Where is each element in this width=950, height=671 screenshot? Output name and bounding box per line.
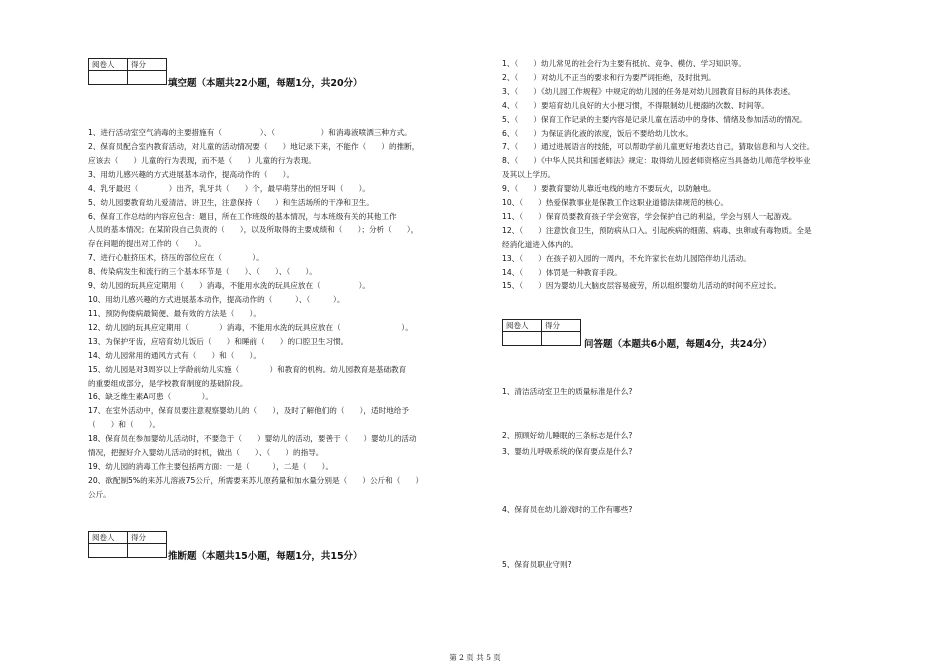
question-line: 5、保育员职业守则? [502, 560, 572, 569]
question-line: 存在问题的提出对工作的（ ）。 [88, 239, 206, 249]
question-line: 14、幼儿园常用的通风方式有（ ）和（ ）。 [88, 350, 261, 360]
question-line: 1、（ ）幼儿常见的社会行为主要有抵抗、竞争、模仿、学习知识等。 [502, 59, 747, 68]
question-line: 12、幼儿园的玩具应定期用（ ）消毒，不能用水洗的玩具应放在（ ）。 [88, 322, 413, 332]
question-line: 及其以上学历。 [502, 170, 556, 180]
question-line: 2、保育员配合室内教育活动，对儿童的活动情况要（ ）地记录下来，不能作（ ）的推断， [88, 141, 420, 151]
fill-section-title: 填空题（本题共22小题，每题1分，共20分） [168, 78, 363, 89]
reviewer-label: 阅卷人 [503, 320, 542, 332]
judge-section-title: 推断题（本题共15小题，每题1分，共15分） [168, 551, 363, 562]
question-line: 15、幼儿园是对3周岁以上学龄前幼儿实施（ ）和教育的机构。幼儿园教育是基础教育 [88, 364, 407, 374]
question-line: 10、用幼儿感兴趣的方式进展基本动作，提高动作的（ ）、（ ）。 [88, 295, 345, 305]
question-line: 18、保育员在参加婴幼儿活动时，不要急于（ ）婴幼儿的活动，要善于（ ）婴幼儿的活动 [88, 434, 417, 444]
question-line: 8、传染病发生和流行的三个基本环节是（ ）、（ ）、（ ）。 [88, 267, 317, 277]
question-line: 4、乳牙最迟（ ）出齐，乳牙共（ ）个，最早萌芽出的恒牙叫（ ）。 [88, 183, 370, 193]
question-line: 9、（ ）要教育婴幼儿靠近电线的地方不要玩火，以防触电。 [502, 184, 716, 194]
question-line: 7、进行心脏挤压术，挤压的部位应在（ ）。 [88, 253, 264, 263]
question-line: 应该去（ ）儿童的行为表现，而不是（ ）儿童的行为表现。 [88, 155, 316, 165]
question-line: 12、（ ）注意饮食卫生，预防病从口入。引起疾病的细菌、病毒、虫卵或有毒物质。全是 [502, 225, 812, 235]
question-line: 13、为保护牙齿，应培育幼儿饭后（ ）和睡前（ ）的口腔卫生习惯。 [88, 336, 349, 346]
qa-section-title: 问答题（本题共6小题，每题4分，共24分） [584, 339, 772, 350]
score-label: 得分 [542, 320, 581, 332]
score-box-judge [88, 531, 167, 558]
question-line: 4、保育员在幼儿游戏时的工作有哪些? [502, 505, 633, 514]
question-line: 17、在室外活动中，保育员要注意观察婴幼儿的（ ），及时了解他们的（ ），适时地给予 [88, 406, 409, 416]
question-line: 6、保育工作总结的内容应包含：题目，所在工作班级的基本情况，与本班级有关的其他工作 [88, 211, 397, 221]
question-line: 3、婴幼儿呼吸系统的保育要点是什么? [502, 447, 633, 456]
question-line: （ ）和（ ）。 [88, 420, 161, 430]
question-line: 8、（ ）《中华人民共和国老师法》规定：取得幼儿园老师资格应当具备幼儿师范学校毕业 [502, 156, 811, 166]
question-line: 19、幼儿园的消毒工作主要包括两方面：一是（ ），二是（ ）。 [88, 462, 334, 472]
question-line: 1、进行活动室空气消毒的主要措施有（ ）、（ ）和消毒液喷洒三种方式。 [88, 128, 412, 137]
question-line: 2、（ ）对幼儿不正当的要求和行为要严词拒绝，及时批判。 [502, 72, 716, 82]
question-line: 6、（ ）为保证消化液的浓度，饭后不要给幼儿饮水。 [502, 128, 693, 138]
question-line: 公斤。 [88, 489, 111, 499]
question-line: 9、幼儿园的玩具应定期用（ ）消毒，不能用水洗的玩具应放在（ ）。 [88, 281, 370, 291]
reviewer-label: 阅卷人 [89, 532, 128, 544]
question-line: 16、缺乏维生素A可患（ ）。 [88, 392, 213, 402]
question-line: 3、用幼儿感兴趣的方式进展基本动作，提高动作的（ ）。 [88, 169, 295, 179]
score-box-fill [88, 58, 167, 85]
score-box-qa [502, 319, 581, 346]
reviewer-label: 阅卷人 [89, 59, 128, 71]
question-line: 11、（ ）保育员要教育孩子学会宽容，学会保护自己的利益，学会与别人一起游戏。 [502, 211, 797, 221]
question-line: 7、（ ）通过进展语言的技能，可以帮助学前儿童更好地表达自己，猜取信息和与人交往。 [502, 142, 815, 152]
question-line: 人员的基本情况；在某阶段自己负责的（ ），以及所取得的主要成绩和（ ）；分析（ ）， [88, 225, 419, 235]
question-line: 1、清洁活动室卫生的质量标准是什么? [502, 387, 633, 396]
question-line: 2、照顾好幼儿睡眠的三条标志是什么? [502, 431, 633, 440]
page-footer: 第 2 页 共 5 页 [449, 653, 501, 662]
question-line: 10、（ ）热爱保教事业是保教工作这职业道德法律规范的核心。 [502, 198, 729, 207]
question-line: 15、（ ）因为婴幼儿大脑皮层容易疲劳，所以组织婴幼儿活动的时间不应过长。 [502, 281, 782, 291]
question-line: 情况，把握好介入婴幼儿活动的时机，做出（ ）、（ ）的指导。 [88, 448, 324, 458]
question-line: 20、欲配制5%的来苏儿溶液75公斤，所需要来苏儿原药量和加水量分别是（ ）公斤和（ ） [88, 476, 424, 485]
question-line: 5、（ ）保育工作记录的主要内容是记录儿童在活动中的身体、情绪及参加活动的情况。 [502, 114, 807, 124]
score-label: 得分 [128, 532, 167, 544]
question-line: 3、（ ）《幼儿园工作规程》中规定的幼儿园的任务是对幼儿园教育目标的具体表述。 [502, 86, 796, 96]
question-line: 11、预防佝偻病最简便、最有效的方法是（ ）。 [88, 308, 261, 318]
question-line: 14、（ ）体罚是一种教育手段。 [502, 267, 622, 277]
question-line: 13、（ ）在孩子初入园的一周内，不允许家长在幼儿园陪伴幼儿活动。 [502, 253, 751, 263]
question-line: 的重要组成部分，是学校教育制度的基础阶段。 [88, 378, 248, 388]
question-line: 5、幼儿园要教育幼儿爱清洁、讲卫生，注意保持（ ）和生活场所的干净和卫生。 [88, 197, 374, 207]
question-line: 经消化道进入体内的。 [502, 239, 578, 249]
score-label: 得分 [128, 59, 167, 71]
question-line: 4、（ ）要培育幼儿良好的大小便习惯，不得限制幼儿便溺的次数、时间等。 [502, 100, 769, 110]
